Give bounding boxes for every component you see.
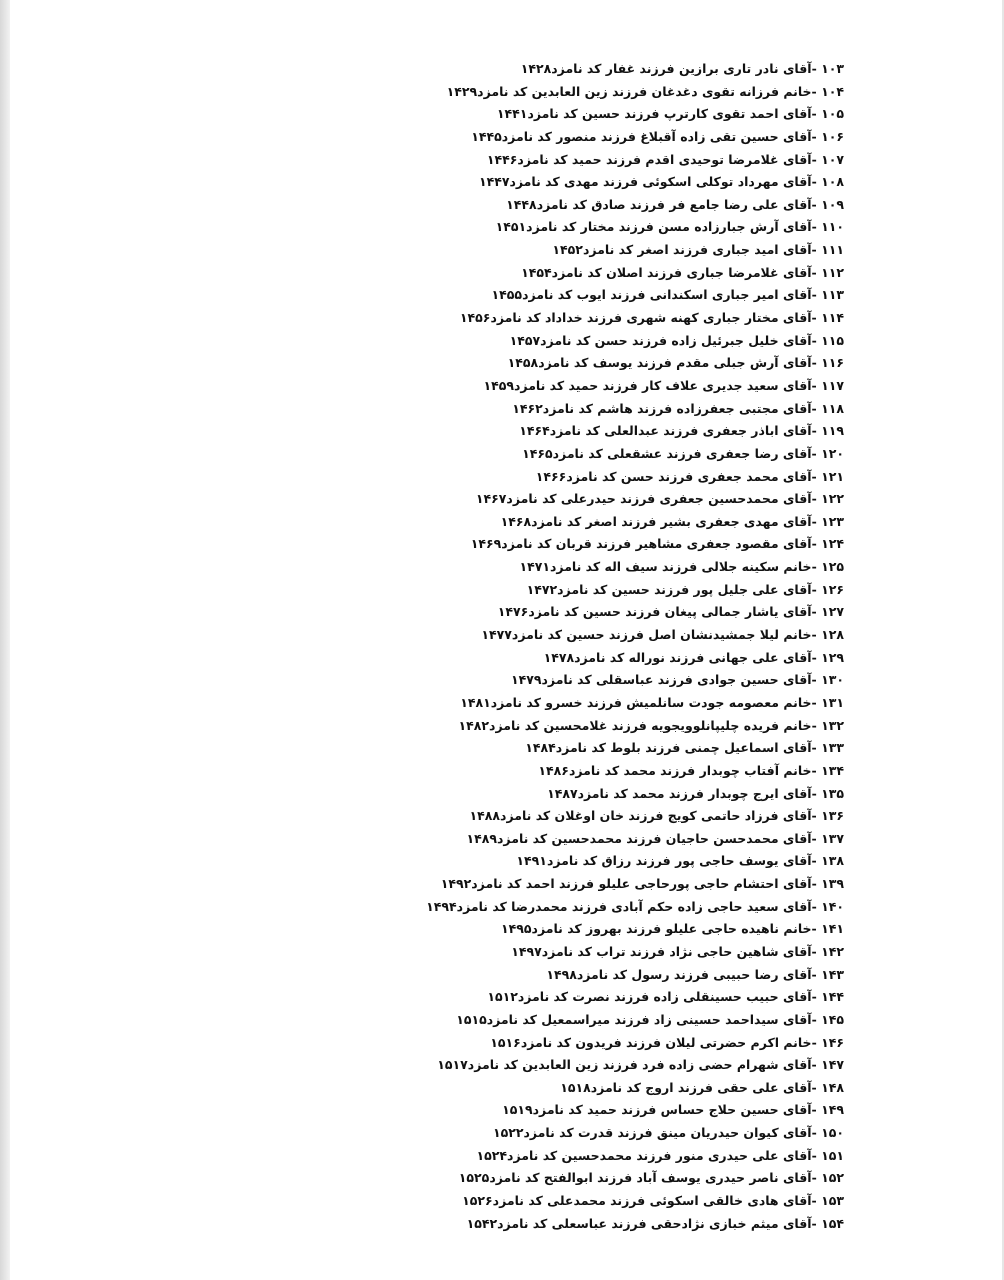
list-item: ۱۱۳ -آقای امیر جباری اسکندانی فرزند ایوب کد نامزد۱۴۵۵: [491, 287, 844, 303]
list-item: ۱۳۶ -آقای فرزاد حاتمی کویج فرزند خان اوغلان کد نامزد۱۴۸۸: [469, 808, 844, 824]
list-item: ۱۴۰ -آقای سعید حاجی زاده حکم آبادی فرزند محمدرضا کد نامزد۱۴۹۴: [426, 898, 844, 914]
list-item: ۱۴۶ -خانم اکرم حضرتی لیلان فرزند فریدون کد نامزد۱۵۱۶: [490, 1034, 844, 1050]
list-item: ۱۳۷ -آقای محمدحسن حاجیان فرزند محمدحسین کد نامزد۱۴۸۹: [466, 830, 844, 846]
list-item: ۱۱۰ -آقای آرش جبارزاده مسن فرزند مختار کد نامزد۱۴۵۱: [495, 219, 844, 235]
list-item: ۱۴۹ -آقای حسین حلاج حساس فرزند حمید کد نامزد۱۵۱۹: [502, 1102, 844, 1118]
list-item: ۱۲۹ -آقای علی جهانی فرزند نوراله کد نامزد۱۴۷۸: [543, 649, 844, 665]
list-item: ۱۵۰ -آقای کیوان حیدریان مینق فرزند قدرت کد نامزد۱۵۲۲: [492, 1125, 844, 1141]
list-item: ۱۰۶ -آقای حسین تقی زاده آقبلاغ فرزند منصور کد نامزد۱۴۴۵: [471, 128, 844, 144]
list-item: ۱۲۱ -آقای محمد جعفری فرزند حسن کد نامزد۱۴۶۶: [535, 468, 844, 484]
list-item: ۱۰۹ -آقای علی رضا جامع فر فرزند صادق کد نامزد۱۴۴۸: [506, 196, 844, 212]
list-item: ۱۱۵ -آقای خلیل جبرئیل زاده فرزند حسن کد نامزد۱۴۵۷: [509, 332, 844, 348]
list-item: ۱۳۳ -آقای اسماعیل چمنی فرزند بلوط کد نامزد۱۴۸۴: [525, 740, 844, 756]
list-item: ۱۴۴ -آقای حبیب حسینقلی زاده فرزند نصرت کد نامزد۱۵۱۲: [487, 989, 844, 1005]
list-item: ۱۲۴ -آقای مقصود جعفری مشاهیر فرزند قربان کد نامزد۱۴۶۹: [470, 536, 844, 552]
list-item: ۱۲۳ -آقای مهدی جعفری بشیر فرزند اصغر کد نامزد۱۴۶۸: [500, 513, 844, 529]
list-item: ۱۲۵ -خانم سکینه جلالی فرزند سیف اله کد نامزد۱۴۷۱: [519, 559, 844, 575]
list-item: ۱۰۳ -آقای نادر تاری برازین فرزند غفار کد نامزد۱۴۲۸: [520, 61, 844, 76]
list-item: ۱۱۸ -آقای مجتبی جعفرزاده فرزند هاشم کد نامزد۱۴۶۲: [512, 400, 844, 416]
list-item: ۱۲۷ -آقای یاشار جمالی پیغان فرزند حسین کد نامزد۱۴۷۶: [497, 604, 844, 620]
list-item: ۱۰۴ -خانم فرزانه تقوی دغدغان فرزند زین العابدین کد نامزد۱۴۲۹: [446, 83, 844, 99]
list-item: ۱۲۲ -آقای محمدحسین جعفری فرزند حیدرعلی کد نامزد۱۴۶۷: [475, 491, 844, 507]
list-item: ۱۱۱ -آقای امید جباری فرزند اصغر کد نامزد۱۴۵۲: [552, 242, 844, 258]
list-item: ۱۴۵ -آقای سیداحمد حسینی زاد فرزند میراسمعیل کد نامزد۱۵۱۵: [456, 1011, 844, 1027]
list-item: ۱۳۸ -آقای یوسف حاجی پور فرزند رزاق کد نامزد۱۴۹۱: [516, 853, 844, 869]
page-shadow-edge: [0, 0, 10, 1280]
list-item: ۱۱۴ -آقای مختار جباری کهنه شهری فرزند خداداد کد نامزد۱۴۵۶: [459, 310, 844, 326]
list-item: ۱۲۶ -آقای علی جلیل پور فرزند حسین کد نامزد۱۴۷۲: [526, 581, 844, 597]
list-item: ۱۳۹ -آقای احتشام حاجی پورحاجی علیلو فرزند احمد کد نامزد۱۴۹۲: [440, 876, 844, 892]
list-item: ۱۰۸ -آقای مهرداد توکلی اسکوئی فرزند مهدی کد نامزد۱۴۴۷: [478, 174, 844, 190]
list-item: ۱۳۲ -خانم فریده چلیپانلوویجویه فرزند غلامحسین کد نامزد۱۴۸۲: [458, 717, 844, 733]
list-item: ۱۱۶ -آقای آرش جبلی مقدم فرزند یوسف کد نامزد۱۴۵۸: [507, 355, 844, 371]
list-item: ۱۴۸ -آقای علی حقی فرزند اروج کد نامزد۱۵۱۸: [560, 1079, 844, 1095]
list-item: ۱۴۱ -خانم ناهیده حاجی علیلو فرزند بهروز کد نامزد۱۴۹۵: [501, 921, 844, 937]
list-item: ۱۴۷ -آقای شهرام حضی زاده فرد فرزند زین العابدین کد نامزد۱۵۱۷: [437, 1057, 844, 1073]
list-item: ۱۴۳ -آقای رضا حبیبی فرزند رسول کد نامزد۱۴۹۸: [546, 966, 844, 982]
list-item: ۱۰۷ -آقای غلامرضا توحیدی اقدم فرزند حمید کد نامزد۱۴۴۶: [486, 151, 844, 167]
list-item: ۱۳۴ -خانم آفتاب چوبدار فرزند محمد کد نامزد۱۴۸۶: [538, 762, 844, 778]
list-item: ۱۱۷ -آقای سعید جدیری علاف کار فرزند حمید کد نامزد۱۴۵۹: [483, 377, 844, 393]
list-item: ۱۱۲ -آقای غلامرضا جباری فرزند اصلان کد نامزد۱۴۵۴: [521, 264, 844, 280]
list-item: ۱۴۲ -آقای شاهین حاجی نژاد فرزند تراب کد نامزد۱۴۹۷: [511, 943, 844, 959]
list-item: ۱۳۰ -آقای حسین جوادی فرزند عباسقلی کد نامزد۱۴۷۹: [510, 672, 844, 688]
list-item: ۱۳۱ -خانم معصومه جودت سانلمیش فرزند خسرو کد نامزد۱۴۸۱: [460, 694, 844, 710]
candidate-list: [284, 58, 844, 1235]
list-item: ۱۰۵ -آقای احمد تقوی کارترپ فرزند حسین کد نامزد۱۴۴۱: [496, 106, 844, 122]
list-item: ۱۳۵ -آقای ایرج چوبدار فرزند محمد کد نامزد۱۴۸۷: [547, 785, 844, 801]
document-page: [10, 0, 1002, 1280]
list-item: ۱۵۴ -آقای میثم خبازی نژادحقی فرزند عباسعلی کد نامزد۱۵۴۲: [466, 1215, 844, 1231]
list-item: ۱۵۲ -آقای ناصر حیدری یوسف آباد فرزند ابوالفتح کد نامزد۱۵۲۵: [458, 1170, 844, 1186]
list-item: ۱۱۹ -آقای اباذر جعفری فرزند عبدالعلی کد نامزد۱۴۶۴: [519, 423, 844, 439]
list-item: ۱۲۰ -آقای رضا جعفری فرزند عشقعلی کد نامزد۱۴۶۵: [522, 445, 844, 461]
list-item: ۱۵۳ -آقای هادی خالقی اسکوئی فرزند محمدعلی کد نامزد۱۵۲۶: [462, 1193, 844, 1209]
list-item: ۱۲۸ -خانم لیلا جمشیدنشان اصل فرزند حسین کد نامزد۱۴۷۷: [481, 627, 844, 643]
list-item: ۱۵۱ -آقای علی حیدری منور فرزند محمدحسین کد نامزد۱۵۲۴: [476, 1147, 844, 1163]
